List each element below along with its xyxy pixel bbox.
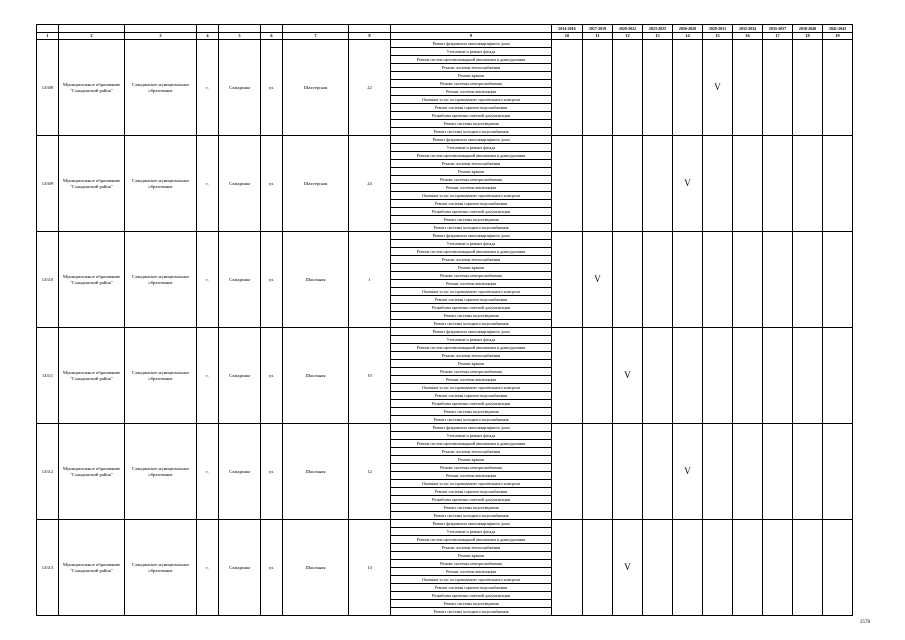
work-type: Ремонт системы теплоснабжения bbox=[391, 160, 552, 168]
work-type: Ремонт системы горячего водоснабжения bbox=[391, 392, 552, 400]
street-type: ул. bbox=[261, 232, 283, 328]
table-row bbox=[37, 520, 853, 528]
page-number: 2578 bbox=[860, 620, 870, 625]
period-cell bbox=[552, 328, 583, 424]
period-cell bbox=[613, 40, 643, 136]
column-number: 1 bbox=[37, 33, 59, 40]
period-mark: V bbox=[613, 520, 643, 616]
period-cell bbox=[583, 520, 613, 616]
table-row bbox=[37, 232, 853, 240]
municipality: Муниципальное образование "Сландинский район" bbox=[59, 40, 125, 136]
work-type: Ремонт системы вентиляции bbox=[391, 280, 552, 288]
work-type: Ремонт системы вентиляции bbox=[391, 376, 552, 384]
work-type: Ремонт систем противопожарной автоматики и дымоудаления bbox=[391, 344, 552, 352]
work-type: Ремонт системы холодного водоснабжения bbox=[391, 224, 552, 232]
period-header: 2032-2034 bbox=[733, 25, 763, 33]
period-cell bbox=[673, 520, 703, 616]
street-name: Шахтерская bbox=[283, 136, 349, 232]
period-cell bbox=[552, 136, 583, 232]
period-cell bbox=[793, 520, 823, 616]
house-number: 12 bbox=[349, 424, 391, 520]
header-blank-cell bbox=[37, 25, 59, 33]
work-type: Ремонт системы холодного водоснабжения bbox=[391, 320, 552, 328]
column-number: 13 bbox=[643, 33, 673, 40]
work-type: Утепление и ремонт фасада bbox=[391, 336, 552, 344]
work-type: Ремонт фундамента многоквартирного дома bbox=[391, 40, 552, 48]
period-cell bbox=[552, 232, 583, 328]
period-cell bbox=[552, 520, 583, 616]
period-cell bbox=[763, 232, 793, 328]
locality-name: Сландинка bbox=[219, 328, 261, 424]
period-header-row bbox=[37, 25, 853, 33]
period-cell bbox=[793, 232, 823, 328]
period-cell bbox=[763, 328, 793, 424]
period-mark: V bbox=[583, 232, 613, 328]
house-id: 14310 bbox=[37, 232, 59, 328]
work-type: Ремонт системы электроснабжения bbox=[391, 464, 552, 472]
column-number: 14 bbox=[673, 33, 703, 40]
locality-name: Сландинка bbox=[219, 520, 261, 616]
work-type: Ремонт системы вентиляции bbox=[391, 568, 552, 576]
period-header: 2026-2028 bbox=[673, 25, 703, 33]
work-type: Утепление и ремонт фасада bbox=[391, 48, 552, 56]
work-type: Ремонт системы вентиляции bbox=[391, 472, 552, 480]
period-header: 2029-2031 bbox=[703, 25, 733, 33]
work-type: Ремонт фундамента многоквартирного дома bbox=[391, 424, 552, 432]
period-cell bbox=[703, 520, 733, 616]
header-blank-cell bbox=[349, 25, 391, 33]
period-cell bbox=[703, 424, 733, 520]
period-cell bbox=[583, 40, 613, 136]
period-cell bbox=[823, 328, 853, 424]
settlement: Сландинское муниципальное образование bbox=[125, 328, 197, 424]
period-cell bbox=[823, 520, 853, 616]
settlement: Сландинское муниципальное образование bbox=[125, 40, 197, 136]
period-cell bbox=[643, 40, 673, 136]
work-type: Ремонт системы теплоснабжения bbox=[391, 64, 552, 72]
house-number: 24 bbox=[349, 136, 391, 232]
work-type: Ремонт системы горячего водоснабжения bbox=[391, 296, 552, 304]
period-mark: V bbox=[613, 328, 643, 424]
period-cell bbox=[673, 328, 703, 424]
locality-type: г. bbox=[197, 424, 219, 520]
work-type: Ремонт системы теплоснабжения bbox=[391, 448, 552, 456]
period-header: 2035-2037 bbox=[763, 25, 793, 33]
period-cell bbox=[823, 232, 853, 328]
work-type: Ремонт системы водоотведения bbox=[391, 600, 552, 608]
header-blank-cell bbox=[197, 25, 219, 33]
period-cell bbox=[552, 40, 583, 136]
work-type: Разработка проектно-сметной документации bbox=[391, 496, 552, 504]
street-name: Шахтерская bbox=[283, 40, 349, 136]
work-type: Утепление и ремонт фасада bbox=[391, 144, 552, 152]
settlement: Сландинское муниципальное образование bbox=[125, 232, 197, 328]
house-id: 14311 bbox=[37, 328, 59, 424]
period-cell bbox=[793, 328, 823, 424]
work-type: Ремонт фундамента многоквартирного дома bbox=[391, 136, 552, 144]
work-type: Ремонт системы электроснабжения bbox=[391, 176, 552, 184]
locality-type: г. bbox=[197, 232, 219, 328]
work-type: Оказание услуг по проведению строительного контроля bbox=[391, 576, 552, 584]
work-type: Разработка проектно-сметной документации bbox=[391, 400, 552, 408]
column-number: 4 bbox=[197, 33, 219, 40]
period-cell bbox=[733, 232, 763, 328]
period-cell bbox=[703, 136, 733, 232]
street-type: ул. bbox=[261, 136, 283, 232]
period-cell bbox=[733, 328, 763, 424]
period-cell bbox=[763, 424, 793, 520]
work-type: Утепление и ремонт фасада bbox=[391, 240, 552, 248]
period-cell bbox=[583, 424, 613, 520]
header-blank-cell bbox=[261, 25, 283, 33]
work-type: Ремонт крыши bbox=[391, 168, 552, 176]
column-number: 11 bbox=[583, 33, 613, 40]
period-cell bbox=[763, 520, 793, 616]
column-number: 5 bbox=[219, 33, 261, 40]
work-type: Разработка проектно-сметной документации bbox=[391, 592, 552, 600]
settlement: Сландинское муниципальное образование bbox=[125, 424, 197, 520]
work-type: Ремонт системы холодного водоснабжения bbox=[391, 608, 552, 616]
work-type: Ремонт крыши bbox=[391, 360, 552, 368]
work-type: Разработка проектно-сметной документации bbox=[391, 112, 552, 120]
work-type: Ремонт системы водоотведения bbox=[391, 312, 552, 320]
street-name: Школьная bbox=[283, 232, 349, 328]
street-name: Школьная bbox=[283, 520, 349, 616]
work-type: Ремонт системы холодного водоснабжения bbox=[391, 512, 552, 520]
work-type: Ремонт системы водоотведения bbox=[391, 216, 552, 224]
work-type: Ремонт систем противопожарной автоматики и дымоудаления bbox=[391, 536, 552, 544]
municipality: Муниципальное образование "Сландинский район" bbox=[59, 520, 125, 616]
table-row bbox=[37, 40, 853, 48]
period-cell bbox=[643, 232, 673, 328]
period-mark: V bbox=[673, 136, 703, 232]
work-type: Ремонт фундамента многоквартирного дома bbox=[391, 232, 552, 240]
period-header: 2017-2019 bbox=[583, 25, 613, 33]
work-type: Ремонт системы вентиляции bbox=[391, 184, 552, 192]
municipality: Муниципальное образование "Сландинский район" bbox=[59, 232, 125, 328]
work-type: Утепление и ремонт фасада bbox=[391, 528, 552, 536]
street-type: ул. bbox=[261, 328, 283, 424]
street-type: ул. bbox=[261, 40, 283, 136]
column-number: 3 bbox=[125, 33, 197, 40]
period-cell bbox=[763, 40, 793, 136]
period-header: 2020-2022 bbox=[613, 25, 643, 33]
work-type: Разработка проектно-сметной документации bbox=[391, 304, 552, 312]
work-type: Ремонт системы электроснабжения bbox=[391, 80, 552, 88]
period-cell bbox=[613, 424, 643, 520]
settlement: Сландинское муниципальное образование bbox=[125, 520, 197, 616]
house-number: 10 bbox=[349, 328, 391, 424]
period-cell bbox=[823, 136, 853, 232]
column-number: 7 bbox=[283, 33, 349, 40]
locality-name: Сландинка bbox=[219, 232, 261, 328]
house-number: 1 bbox=[349, 232, 391, 328]
work-type: Ремонт системы горячего водоснабжения bbox=[391, 200, 552, 208]
period-cell bbox=[733, 136, 763, 232]
period-cell bbox=[793, 136, 823, 232]
period-cell bbox=[583, 136, 613, 232]
capital-repair-table bbox=[36, 24, 853, 616]
locality-name: Сландинка bbox=[219, 136, 261, 232]
period-cell bbox=[583, 328, 613, 424]
period-cell bbox=[823, 424, 853, 520]
period-header: 2041-2043 bbox=[823, 25, 853, 33]
column-number: 9 bbox=[391, 33, 552, 40]
period-cell bbox=[733, 40, 763, 136]
work-type: Ремонт системы холодного водоснабжения bbox=[391, 128, 552, 136]
period-header: 2023-2025 bbox=[643, 25, 673, 33]
column-number: 18 bbox=[793, 33, 823, 40]
locality-type: г. bbox=[197, 328, 219, 424]
house-number: 22 bbox=[349, 40, 391, 136]
municipality: Муниципальное образование "Сландинский район" bbox=[59, 328, 125, 424]
work-type: Ремонт систем противопожарной автоматики и дымоудаления bbox=[391, 248, 552, 256]
municipality: Муниципальное образование "Сландинский район" bbox=[59, 136, 125, 232]
work-type: Оказание услуг по проведению строительного контроля bbox=[391, 96, 552, 104]
work-type: Оказание услуг по проведению строительного контроля bbox=[391, 384, 552, 392]
period-cell bbox=[793, 40, 823, 136]
locality-name: Сландинка bbox=[219, 40, 261, 136]
work-type: Оказание услуг по проведению строительного контроля bbox=[391, 288, 552, 296]
house-id: 14309 bbox=[37, 136, 59, 232]
column-number-row bbox=[37, 33, 853, 40]
period-cell bbox=[643, 424, 673, 520]
work-type: Ремонт системы водоотведения bbox=[391, 120, 552, 128]
period-cell bbox=[643, 136, 673, 232]
period-cell bbox=[673, 232, 703, 328]
header-blank-cell bbox=[283, 25, 349, 33]
column-number: 16 bbox=[733, 33, 763, 40]
work-type: Ремонт системы теплоснабжения bbox=[391, 352, 552, 360]
municipality: Муниципальное образование "Сландинский район" bbox=[59, 424, 125, 520]
work-type: Ремонт крыши bbox=[391, 264, 552, 272]
header-blank-cell bbox=[125, 25, 197, 33]
work-type: Ремонт системы электроснабжения bbox=[391, 272, 552, 280]
work-type: Ремонт крыши bbox=[391, 72, 552, 80]
house-id: 14312 bbox=[37, 424, 59, 520]
locality-type: г. bbox=[197, 40, 219, 136]
header-blank-cell bbox=[59, 25, 125, 33]
period-cell bbox=[613, 232, 643, 328]
work-type: Ремонт фундамента многоквартирного дома bbox=[391, 328, 552, 336]
table-row bbox=[37, 424, 853, 432]
street-type: ул. bbox=[261, 520, 283, 616]
period-header: 2014-2016 bbox=[552, 25, 583, 33]
column-number: 2 bbox=[59, 33, 125, 40]
work-type: Оказание услуг по проведению строительного контроля bbox=[391, 192, 552, 200]
column-number: 8 bbox=[349, 33, 391, 40]
work-type: Ремонт крыши bbox=[391, 552, 552, 560]
period-cell bbox=[733, 520, 763, 616]
street-name: Школьная bbox=[283, 328, 349, 424]
settlement: Сландинское муниципальное образование bbox=[125, 136, 197, 232]
house-id: 14313 bbox=[37, 520, 59, 616]
period-cell bbox=[763, 136, 793, 232]
period-mark: V bbox=[703, 40, 733, 136]
work-type: Ремонт крыши bbox=[391, 456, 552, 464]
work-type: Ремонт системы горячего водоснабжения bbox=[391, 584, 552, 592]
work-type: Ремонт системы электроснабжения bbox=[391, 368, 552, 376]
locality-type: г. bbox=[197, 136, 219, 232]
header-blank-cell bbox=[391, 25, 552, 33]
house-number: 14 bbox=[349, 520, 391, 616]
period-cell bbox=[673, 40, 703, 136]
work-type: Ремонт системы электроснабжения bbox=[391, 560, 552, 568]
locality-name: Сландинка bbox=[219, 424, 261, 520]
column-number: 17 bbox=[763, 33, 793, 40]
period-mark: V bbox=[673, 424, 703, 520]
column-number: 19 bbox=[823, 33, 853, 40]
work-type: Ремонт системы водоотведения bbox=[391, 504, 552, 512]
street-type: ул. bbox=[261, 424, 283, 520]
work-type: Ремонт системы водоотведения bbox=[391, 408, 552, 416]
street-name: Школьная bbox=[283, 424, 349, 520]
column-number: 15 bbox=[703, 33, 733, 40]
work-type: Разработка проектно-сметной документации bbox=[391, 208, 552, 216]
work-type: Ремонт систем противопожарной автоматики и дымоудаления bbox=[391, 152, 552, 160]
work-type: Ремонт фундамента многоквартирного дома bbox=[391, 520, 552, 528]
work-type: Ремонт системы вентиляции bbox=[391, 88, 552, 96]
period-cell bbox=[703, 328, 733, 424]
work-type: Ремонт системы теплоснабжения bbox=[391, 256, 552, 264]
period-cell bbox=[643, 328, 673, 424]
table-row bbox=[37, 328, 853, 336]
house-id: 14308 bbox=[37, 40, 59, 136]
period-cell bbox=[613, 136, 643, 232]
table-row bbox=[37, 136, 853, 144]
header-blank-cell bbox=[219, 25, 261, 33]
column-number: 12 bbox=[613, 33, 643, 40]
period-cell bbox=[733, 424, 763, 520]
period-cell bbox=[793, 424, 823, 520]
locality-type: г. bbox=[197, 520, 219, 616]
period-header: 2038-2040 bbox=[793, 25, 823, 33]
period-cell bbox=[552, 424, 583, 520]
work-type: Ремонт системы горячего водоснабжения bbox=[391, 104, 552, 112]
work-type: Утепление и ремонт фасада bbox=[391, 432, 552, 440]
work-type: Ремонт системы холодного водоснабжения bbox=[391, 416, 552, 424]
work-type: Ремонт системы горячего водоснабжения bbox=[391, 488, 552, 496]
work-type: Ремонт системы теплоснабжения bbox=[391, 544, 552, 552]
work-type: Ремонт систем противопожарной автоматики и дымоудаления bbox=[391, 56, 552, 64]
work-type: Оказание услуг по проведению строительного контроля bbox=[391, 480, 552, 488]
period-cell bbox=[643, 520, 673, 616]
column-number: 6 bbox=[261, 33, 283, 40]
column-number: 10 bbox=[552, 33, 583, 40]
work-type: Ремонт систем противопожарной автоматики и дымоудаления bbox=[391, 440, 552, 448]
period-cell bbox=[823, 40, 853, 136]
period-cell bbox=[703, 232, 733, 328]
